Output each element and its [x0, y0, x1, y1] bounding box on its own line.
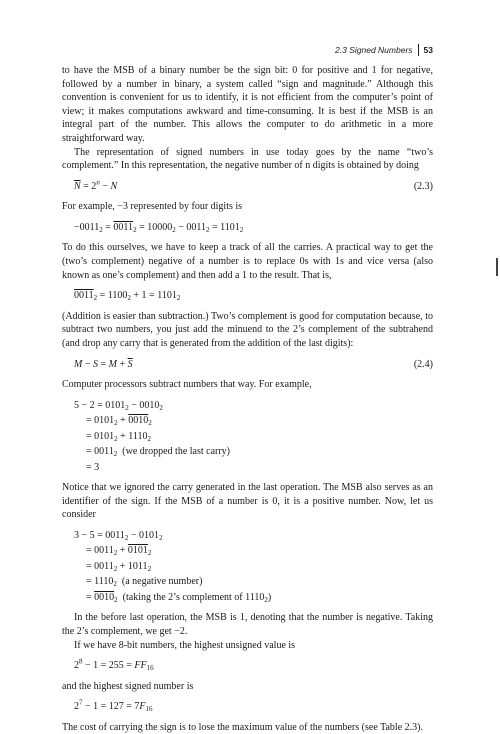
- equation-signed-max: $2^7 - 1 = 127 = 7F_{16}$: [74, 699, 153, 714]
- paragraph: In the before last operation, the MSB is 1, denoting that the number is negative. Taking the 2’s complement, we get −2.: [62, 612, 433, 638]
- example-5-minus-2: $5 - 2 = 0101_2 - 0010_2$ = $0101_2 + 0010_2$ = $0101_2 + 1110_2$ = $0011_2$ (we dropped the last carry) = 3: [74, 399, 231, 473]
- header-divider: [418, 44, 419, 56]
- running-header: [335, 44, 433, 56]
- equation-body: $M - S = M + \overline{S}$: [74, 358, 133, 370]
- paragraph: and the highest signed number is: [62, 680, 194, 692]
- paragraph: The cost of carrying the sign is to lose the maximum value of the numbers (see Table 2.3).: [62, 721, 423, 733]
- equation-number: (2.3): [413, 180, 433, 192]
- equation-body: $\overline{N} = 2^n - N$: [74, 178, 118, 192]
- paragraph: To do this ourselves, we have to keep a track of all the carries. A practical way to get the (two’s complement) negative of a number is to replace 0s with 1s and vice versa (also known as one’s complement) and then add a 1 to the result. That is,: [62, 242, 433, 281]
- section-title: 2.3 Signed Numbers: [335, 45, 413, 55]
- paragraph: For example, −3 represented by four digits is: [62, 201, 243, 213]
- paragraph: (Addition is easier than subtraction.) Two’s complement is good for computation because, to subtract two numbers, you just add the minuend to the 2’s complement of the subtrahend (and drop any carry that is generated from the addition of the last digits):: [62, 310, 433, 349]
- equation-2-3: [62, 180, 433, 194]
- page-body: [62, 64, 433, 734]
- annotation: (we dropped the last carry): [122, 446, 231, 458]
- page-number: 53: [423, 45, 433, 55]
- annotation: (taking the 2’s complement of 1110: [122, 591, 265, 603]
- equation-2-4: [62, 358, 433, 372]
- annotation: (a negative number): [121, 576, 203, 588]
- margin-mark: [496, 258, 498, 276]
- paragraph: The representation of signed numbers in use today goes by the name “two’s complement.” In this representation, the negative number of n digits is obtained by doing: [62, 146, 433, 172]
- paragraph: to have the MSB of a binary number be the sign bit: 0 for positive and 1 for negative, followed by a number in binary, a system called “sign and magnitude.” Although this convention is convenient for us to identify, it is not efficient from the computer’s point of view; it makes computations awkward and time-consuming. It is best if the MSB is an integral part of the number. This allows the computer to do arithmetic in a more straightforward way.: [62, 65, 433, 144]
- equation-number: (2.4): [413, 358, 433, 370]
- equation-ones-complement: $0011_2 = 1100_2 + 1 = 1101_2$: [74, 290, 181, 303]
- paragraph: Notice that we ignored the carry generated in the last operation. The MSB also serves as an identifier of the sign. If the MSB of a number is 0, it is a positive number. Now, let us consider: [62, 482, 433, 521]
- equation-minus-three: $-0011_2 = 0011_2 = 10000_2 - 0011_2 = 1101_2$: [74, 221, 244, 234]
- paragraph: If we have 8-bit numbers, the highest unsigned value is: [74, 639, 296, 651]
- equation-unsigned-max: $2^8 - 1 = 255 = FF_{16}$: [74, 657, 154, 673]
- example-3-minus-5: $3 - 5 = 0011_2 - 0101_2$ = $0011_2 + 0101_2$ = $0011_2 + 1011_2$ = $1110_2$ (a negative number) = $0010_2$ (taking the 2’s complement of $1110_2$): [74, 529, 272, 604]
- paragraph: Computer processors subtract numbers that way. For example,: [62, 379, 312, 391]
